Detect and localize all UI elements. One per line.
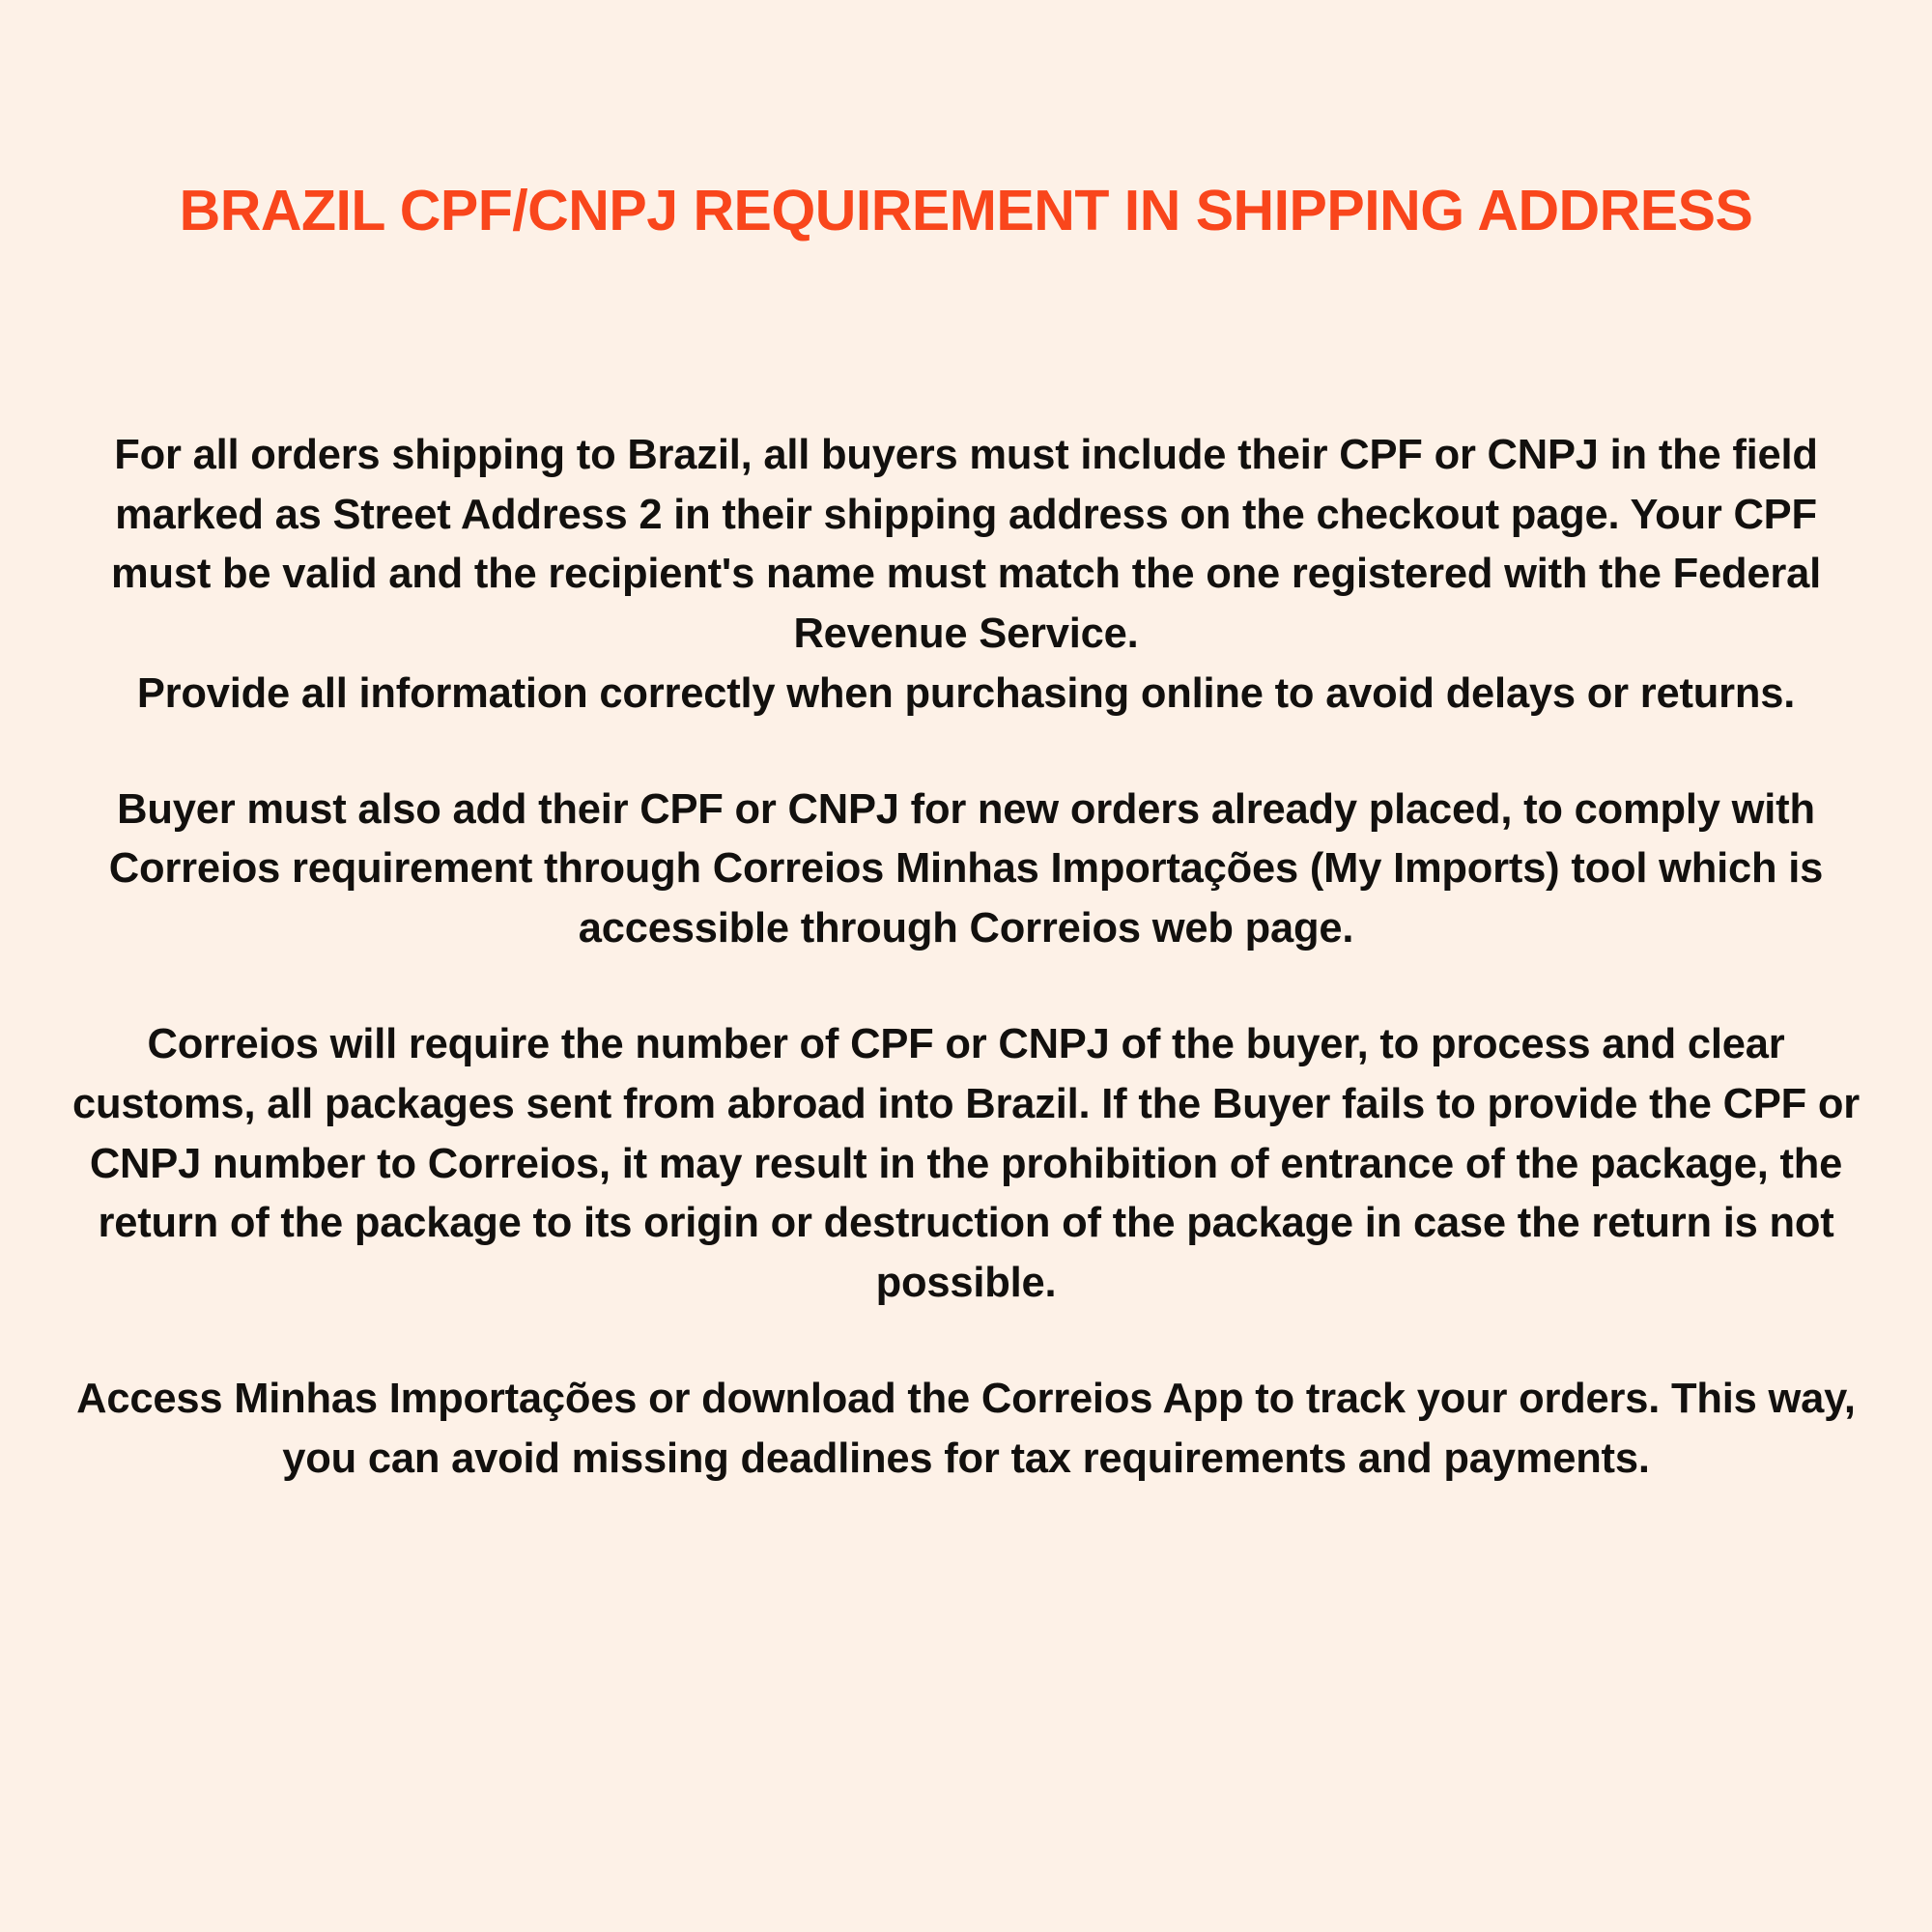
paragraph-provide-information: Provide all information correctly when purchasing online to avoid delays or returns. xyxy=(136,669,1796,717)
page-title: BRAZIL CPF/CNPJ REQUIREMENT IN SHIPPING ADDRESS xyxy=(179,179,1753,242)
paragraph-customs-clearance: Correios will require the number of CPF or CNPJ of the buyer, to process and clear customs, all packages sent from abroad into Brazil. If the Buyer fails to provide the CPF or CNPJ number to Correios, it may result in the prohibition of entrance of the package, the return of the package to its origin or destruction of the package in case the return is not possible. xyxy=(71,1021,1861,1307)
document-body xyxy=(66,426,1866,1489)
paragraph-minhas-importacoes-app: Access Minhas Importações or download the Correios App to track your orders. This way, you can avoid missing deadlines for tax requirements and payments. xyxy=(76,1375,1856,1482)
paragraph-cpf-requirement: For all orders shipping to Brazil, all buyers must include their CPF or CNPJ in the field marked as Street Address 2 in their shipping address on the checkout page. Your CPF must be valid and the recipient's name must match the one registered with the Federal Revenue Service. xyxy=(110,431,1822,658)
paragraph-existing-orders: Buyer must also add their CPF or CNPJ for new orders already placed, to comply with Correios requirement through Correios Minhas Importações (My Imports) tool which is accessible through Correios web page. xyxy=(108,785,1824,952)
